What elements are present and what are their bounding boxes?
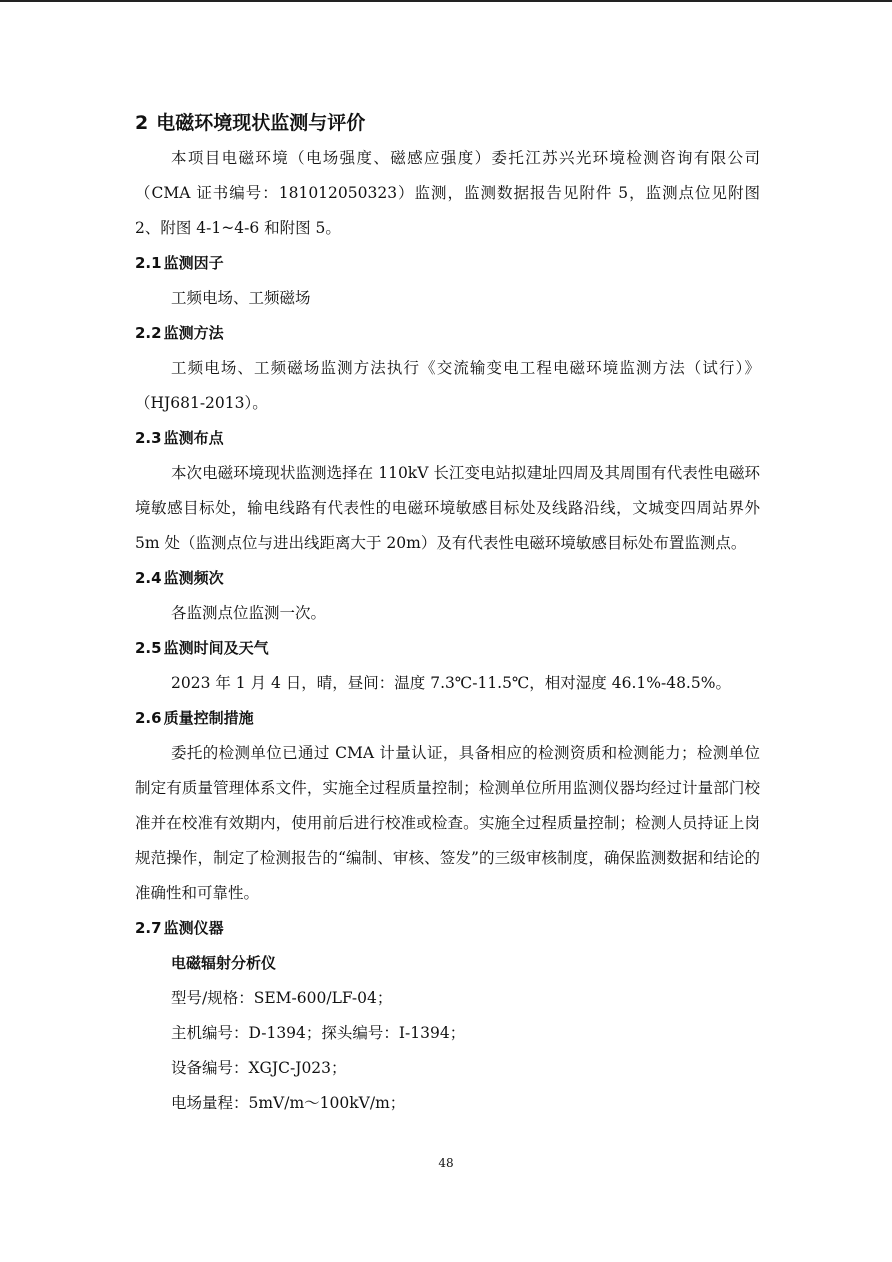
subsection-heading-2-3 bbox=[135, 421, 760, 456]
subsection-title: 监测时间及天气 bbox=[163, 639, 269, 657]
section-heading bbox=[135, 105, 760, 141]
subsection-title: 监测方法 bbox=[163, 324, 224, 342]
subsection-body-2-2: 工频电场、工频磁场监测方法执行《交流输变电工程电磁环境监测方法（试行）》（HJ681-2013）。 bbox=[135, 359, 760, 412]
subsection-body-2-6: 委托的检测单位已通过 CMA 计量认证，具备相应的检测资质和检测能力；检测单位制定有质量管理体系文件，实施全过程质量控制；检测单位所用监测仪器均经过计量部门校准并在校准有效期内，使用前后进行校准或检查。实施全过程质量控制；检测人员持证上岗规范操作，制定了检测报告的“编制、审核、签发”的三级审核制度，确保监测数据和结论的准确性和可靠性。 bbox=[135, 744, 760, 902]
subsection-body-2-5: 2023 年 1 月 4 日，晴，昼间：温度 7.3℃-11.5℃，相对湿度 46.1%-48.5%。 bbox=[171, 674, 731, 692]
subsection-title: 监测频次 bbox=[163, 569, 224, 587]
subsection-body-2-3: 本次电磁环境现状监测选择在 110kV 长江变电站拟建址四周及其周围有代表性电磁环境敏感目标处，输电线路有代表性的电磁环境敏感目标处及线路沿线，文城变四周站界外 5m 处（监测点位与进出线距离大于 20m）及有代表性电磁环境敏感目标处布置监测点。 bbox=[135, 464, 760, 552]
document-page-body bbox=[135, 105, 760, 1121]
subsection-number: 2.5 bbox=[135, 639, 162, 657]
subsection-body-2-4: 各监测点位监测一次。 bbox=[171, 604, 327, 622]
instrument-serial: 主机编号：D-1394；探头编号：I-1394； bbox=[171, 1024, 466, 1042]
subsection-number: 2.3 bbox=[135, 429, 162, 447]
instrument-range: 电场量程：5mV/m～100kV/m； bbox=[171, 1094, 406, 1112]
page-number: 48 bbox=[438, 1156, 454, 1170]
subsection-title: 监测布点 bbox=[163, 429, 224, 447]
subsection-number: 2.4 bbox=[135, 569, 162, 587]
top-border-line bbox=[0, 0, 892, 2]
subsection-body-2-1: 工频电场、工频磁场 bbox=[171, 289, 311, 307]
instrument-model: 型号/规格：SEM-600/LF-04； bbox=[171, 989, 393, 1007]
subsection-title: 质量控制措施 bbox=[163, 709, 254, 727]
subsection-heading-2-1 bbox=[135, 246, 760, 281]
subsection-heading-2-7 bbox=[135, 911, 760, 946]
subsection-number: 2.6 bbox=[135, 709, 162, 727]
section-number: 2 bbox=[135, 112, 149, 134]
instrument-name: 电磁辐射分析仪 bbox=[171, 954, 277, 972]
section-intro-paragraph: 本项目电磁环境（电场强度、磁感应强度）委托江苏兴光环境检测咨询有限公司（CMA 证书编号：181012050323）监测，监测数据报告见附件 5，监测点位见附图 2、附图 4-1~4-6 和附图 5。 bbox=[135, 149, 760, 237]
subsection-heading-2-4 bbox=[135, 561, 760, 596]
subsection-heading-2-2 bbox=[135, 316, 760, 351]
subsection-title: 监测因子 bbox=[163, 254, 224, 272]
subsection-heading-2-6 bbox=[135, 701, 760, 736]
subsection-number: 2.7 bbox=[135, 919, 162, 937]
subsection-number: 2.2 bbox=[135, 324, 162, 342]
instrument-device-id: 设备编号：XGJC-J023； bbox=[171, 1059, 347, 1077]
subsection-number: 2.1 bbox=[135, 254, 162, 272]
subsection-heading-2-5 bbox=[135, 631, 760, 666]
subsection-title: 监测仪器 bbox=[163, 919, 224, 937]
section-title: 电磁环境现状监测与评价 bbox=[156, 112, 366, 134]
